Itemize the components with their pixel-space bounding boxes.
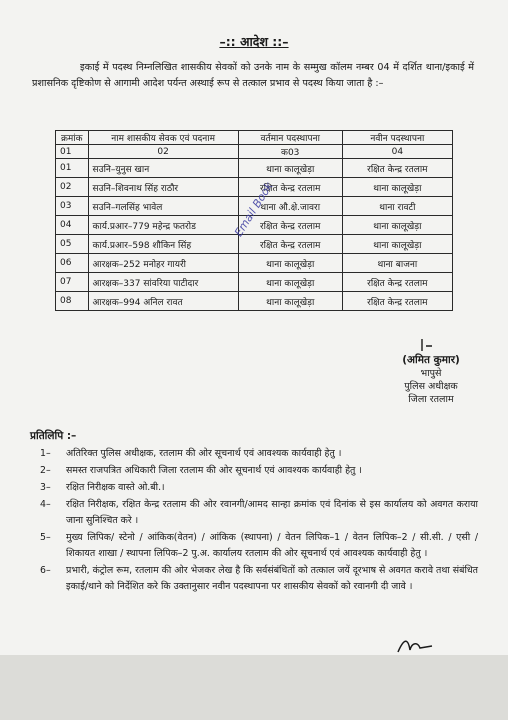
copy-heading: प्रतिलिपि :– xyxy=(30,430,77,442)
column-number: 01 xyxy=(56,145,89,159)
row-serial: 07 xyxy=(56,273,89,292)
column-number: 04 xyxy=(342,145,452,159)
row-name: कार्य.प्रआर–598 शौकिन सिंह xyxy=(88,235,238,254)
row-name: आरक्षक–337 सांवरिया पाटीदार xyxy=(88,273,238,292)
list-item-text: प्रभारी, कंट्रोल रूम, रतलाम की ओर भेजकर लेख है कि सर्वसंबंधितों को तत्काल जयें दूरभाष से अवगत करावे तथा संबंधित इकाई/थाने को निर्देशित करे कि उक्तानुसार नवीन पदस्थापना पर शासकीय सेवकों को रवानगी दी जावे । xyxy=(66,565,478,592)
header-current-posting: वर्तमान पदस्थापना xyxy=(238,131,342,145)
row-new-posting: थाना बाजना xyxy=(342,254,452,273)
list-item-number: 5– xyxy=(40,532,51,543)
list-item xyxy=(30,446,478,462)
row-new-posting: थाना कालूखेड़ा xyxy=(342,216,452,235)
list-item-number: 4– xyxy=(40,499,51,510)
table-row xyxy=(56,159,453,178)
row-current-posting: थाना कालूखेड़ा xyxy=(238,254,342,273)
order-intro xyxy=(32,60,474,91)
list-item-number: 1– xyxy=(40,448,51,459)
signer-district: जिला रतलाम xyxy=(408,394,454,405)
row-new-posting: रक्षित केन्द्र रतलाम xyxy=(342,159,452,178)
header-serial: क्रमांक xyxy=(56,131,89,145)
row-name: आरक्षक–994 अनिल रावत xyxy=(88,292,238,311)
list-item-text: रक्षित निरीक्षक वास्ते ओ.बी.। xyxy=(66,482,165,493)
signature-block xyxy=(376,338,486,406)
row-serial: 04 xyxy=(56,216,89,235)
list-item xyxy=(30,563,478,595)
row-current-posting: रक्षित केन्द्र रतलाम xyxy=(238,178,342,197)
copy-list xyxy=(30,446,478,596)
table-row xyxy=(56,273,453,292)
row-name: सउनि–गलसिंह भावेल xyxy=(88,197,238,216)
row-current-posting: थाना कालूखेड़ा xyxy=(238,292,342,311)
row-serial: 01 xyxy=(56,159,89,178)
row-current-posting: रक्षित केन्द्र रतलाम xyxy=(238,216,342,235)
list-item-number: 3– xyxy=(40,482,51,493)
row-current-posting: थाना कालूखेड़ा xyxy=(238,159,342,178)
order-title: –:: आदेश ::– xyxy=(219,34,289,49)
header-new-posting: नवीन पदस्थापना xyxy=(342,131,452,145)
signer-designation: पुलिस अधीक्षक xyxy=(404,381,458,392)
column-number: क03 xyxy=(238,145,342,159)
row-serial: 02 xyxy=(56,178,89,197)
photo-background-band xyxy=(0,655,508,720)
row-new-posting: थाना कालूखेड़ा xyxy=(342,235,452,254)
header-name: नाम शासकीय सेवक एवं पदनाम xyxy=(88,131,238,145)
signer-name: (अमित कुमार) xyxy=(402,354,460,366)
row-new-posting: थाना रावटी xyxy=(342,197,452,216)
list-item xyxy=(30,530,478,562)
row-new-posting: थाना कालूखेड़ा xyxy=(342,178,452,197)
initials-signature-icon xyxy=(396,636,436,656)
row-serial: 08 xyxy=(56,292,89,311)
row-serial: 06 xyxy=(56,254,89,273)
row-serial: 05 xyxy=(56,235,89,254)
list-item xyxy=(30,497,478,529)
list-item-text: अतिरिक्त पुलिस अधीक्षक, रतलाम की ओर सूचनार्थ एवं आवश्यक कार्यवाही हेतु । xyxy=(66,448,342,459)
list-item-number: 6– xyxy=(40,565,51,576)
row-current-posting: थाना कालूखेड़ा xyxy=(238,273,342,292)
email-stamp-watermark: Email Book xyxy=(232,179,276,239)
row-current-posting: थाना औ.क्षे.जावरा xyxy=(238,197,342,216)
signer-cadre: भापुसे xyxy=(420,368,442,379)
row-name: कार्य.प्रआर–779 महेन्द्र फतरोड xyxy=(88,216,238,235)
row-name: सउनि–शिवनाथ सिंह राठौर xyxy=(88,178,238,197)
list-item-text: समस्त राजपत्रित अधिकारी जिला रतलाम की ओर सूचनार्थ एवं आवश्यक कार्यवाही हेतु । xyxy=(66,465,362,476)
list-item-text: रक्षित निरीक्षक, रक्षित केन्द्र रतलाम की ओर रवानगी/आमद सान्हा क्रमांक एवं दिनांक से इस कार्यालय को अवगत कराया जाना सुनिश्चित करे । xyxy=(66,499,478,526)
row-current-posting: रक्षित केन्द्र रतलाम xyxy=(238,235,342,254)
row-name: सउनि–युनुस खान xyxy=(88,159,238,178)
table-row xyxy=(56,254,453,273)
table-header-row xyxy=(56,131,453,145)
row-name: आरक्षक–252 मनोहर गायरी xyxy=(88,254,238,273)
list-item-number: 2– xyxy=(40,465,51,476)
table-row xyxy=(56,178,453,197)
column-number: 02 xyxy=(88,145,238,159)
row-serial: 03 xyxy=(56,197,89,216)
order-intro-text: इकाई में पदस्थ निम्नलिखित शासकीय सेवकों को उनके नाम के सम्मुख कॉलम नम्बर 04 में दर्शित थाना/इकाई में प्रशासनिक दृष्टिकोण से आगामी आदेश पर्यन्त अस्थाई रूप से तत्काल प्रभाव से पदस्थ किया जाता है :– xyxy=(32,62,474,89)
list-item xyxy=(30,463,478,479)
table-row xyxy=(56,235,453,254)
list-item-text: मुख्य लिपिक/ स्टेनो / आंकिक(वेतन) / आंकिक (स्थापना) / वेतन लिपिक–1 / वेतन लिपिक–2 / सी.सी. / एसी / शिकायत शाखा / स्थापना लिपिक–2 पु.अ. कार्यालय रतलाम की ओर सूचनार्थ एवं आवश्यक कार्यवाही हेतु । xyxy=(66,532,478,559)
table-row xyxy=(56,292,453,311)
table-column-number-row xyxy=(56,145,453,159)
row-new-posting: रक्षित केन्द्र रतलाम xyxy=(342,292,452,311)
row-new-posting: रक्षित केन्द्र रतलाम xyxy=(342,273,452,292)
list-item xyxy=(30,480,478,496)
